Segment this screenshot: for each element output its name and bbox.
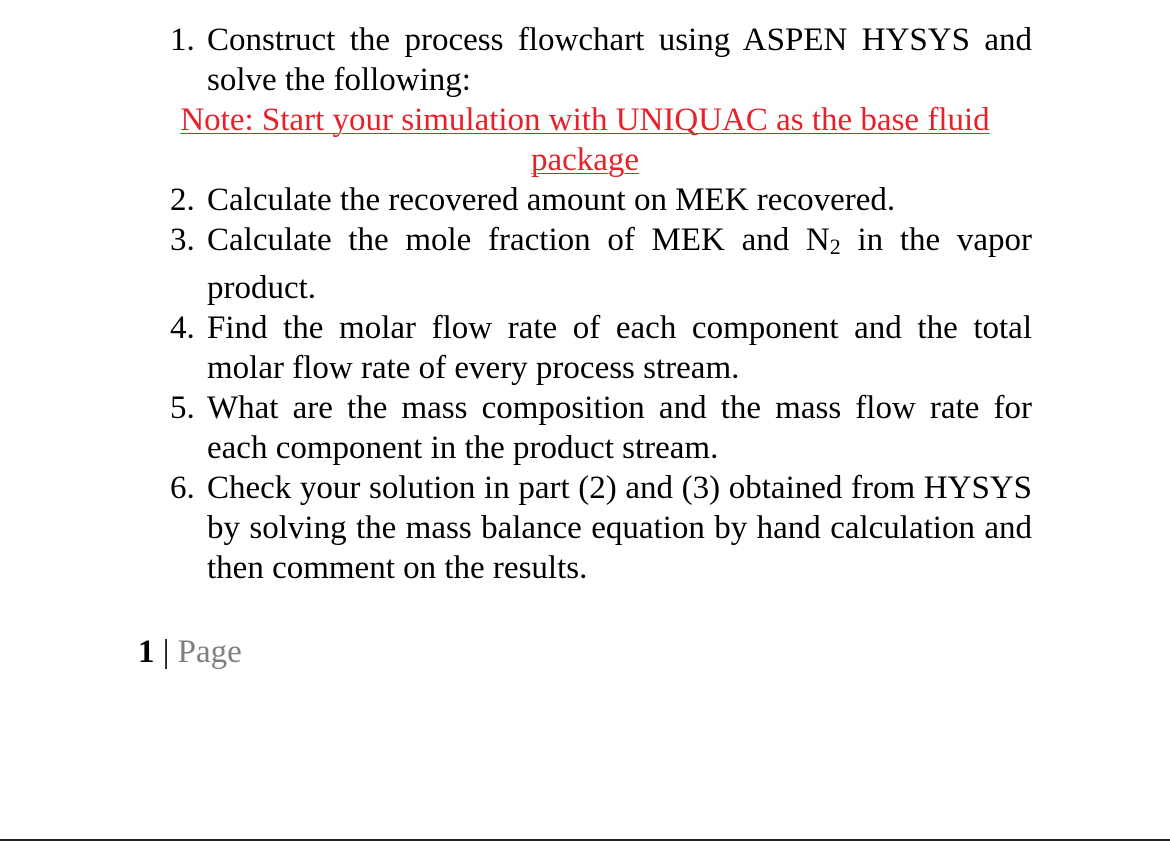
simulation-note: Note: Start your simulation with UNIQUAC as the base fluid package bbox=[180, 102, 990, 178]
question-number: 1. bbox=[170, 22, 195, 58]
question-number: 2. bbox=[170, 182, 195, 218]
page-number: 1 bbox=[138, 634, 155, 670]
question-text: Calculate the recovered amount on MEK recovered. bbox=[207, 182, 896, 218]
question-text-line-1 bbox=[207, 220, 1032, 268]
question-text: Calculate the mole fraction of MEK and N bbox=[207, 222, 830, 258]
question-item-5 bbox=[170, 388, 1032, 468]
question-item-1 bbox=[170, 20, 1032, 100]
question-number: 4. bbox=[170, 310, 195, 346]
question-number: 5. bbox=[170, 390, 195, 426]
note-row bbox=[170, 100, 1032, 180]
subscript: 2 bbox=[829, 234, 841, 259]
page-label: Page bbox=[177, 634, 242, 670]
question-text-tail: in the vapor bbox=[840, 222, 1033, 258]
page-footer bbox=[138, 632, 242, 672]
question-item-4 bbox=[170, 308, 1032, 388]
question-text: Construct the process flowchart using ASPEN HYSYS and solve the following: bbox=[207, 22, 1032, 98]
question-item-2 bbox=[170, 180, 1032, 220]
question-text: Check your solution in part (2) and (3) obtained from HYSYS by solving the mass balance equation by hand calculation and then comment on the results. bbox=[207, 470, 1032, 586]
question-item-6 bbox=[170, 468, 1032, 588]
question-number: 6. bbox=[170, 470, 195, 506]
question-number: 3. bbox=[170, 222, 195, 258]
question-text-line-2: product. bbox=[207, 270, 317, 306]
question-text: What are the mass composition and the mass flow rate for each component in the product stream. bbox=[207, 390, 1032, 466]
question-item-3 bbox=[170, 220, 1032, 308]
footer-separator: | bbox=[162, 634, 170, 670]
question-text: Find the molar flow rate of each component and the total molar flow rate of every process stream. bbox=[207, 310, 1032, 386]
question-list bbox=[170, 20, 1032, 588]
